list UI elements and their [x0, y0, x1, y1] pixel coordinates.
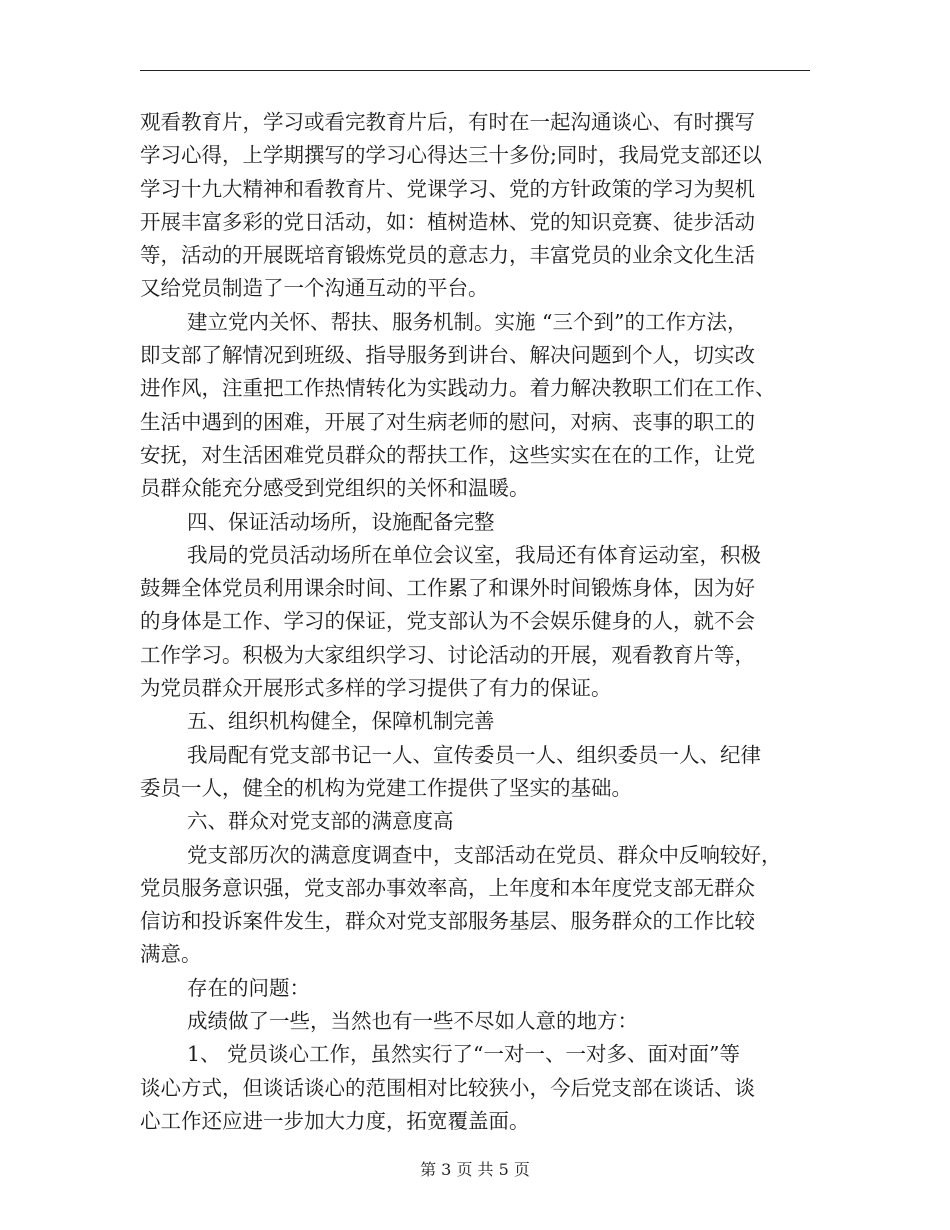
text-line: 1、 党员谈心工作，虽然实行了“一对一、一对多、面对面”等: [187, 1042, 741, 1067]
text-line: 六、群众对党支部的满意度高: [187, 809, 454, 834]
text-line: 鼓舞全体党员利用课余时间、工作累了和课外时间锻炼身体，因为好: [140, 576, 755, 601]
text-line: 存在的问题：: [187, 975, 310, 1000]
text-line: 满意。: [140, 942, 202, 967]
text-line: 学习心得，上学期撰写的学习心得达三十多份;同时，我局党支部还以: [140, 143, 762, 168]
header-rule: [140, 70, 810, 71]
text-line: 心工作还应进一步加大力度，拓宽覆盖面。: [140, 1108, 530, 1133]
text-line: 生活中遇到的困难，开展了对生病老师的慰问，对病、丧事的职工的: [140, 409, 755, 434]
text-line: 党支部历次的满意度调查中，支部活动在党员、群众中反响较好，: [187, 842, 782, 867]
text-line: 为党员群众开展形式多样的学习提供了有力的保证。: [140, 676, 612, 701]
text-line: 我局配有党支部书记一人、宣传委员一人、组织委员一人、纪律: [187, 742, 761, 767]
text-line: 即支部了解情况到班级、指导服务到讲台、解决问题到个人，切实改: [140, 343, 755, 368]
text-line: 等，活动的开展既培育锻炼党员的意志力，丰富党员的业余文化生活: [140, 243, 755, 268]
text-line: 安抚，对生活困难党员群众的帮扶工作，这些实实在在的工作，让党: [140, 442, 755, 467]
text-line: 开展丰富多彩的党日活动，如：植树造林、党的知识竞赛、徒步活动: [140, 209, 755, 234]
text-line: 成绩做了一些，当然也有一些不尽如人意的地方：: [187, 1009, 638, 1034]
text-line: 学习十九大精神和看教育片、党课学习、党的方针政策的学习为契机: [140, 176, 755, 201]
text-line: 四、保证活动场所，设施配备完整: [187, 509, 495, 534]
text-line: 员群众能充分感受到党组织的关怀和温暖。: [140, 476, 530, 501]
text-line: 观看教育片，学习或看完教育片后，有时在一起沟通谈心、有时撰写: [140, 110, 755, 134]
text-line: 又给党员制造了一个沟通互动的平台。: [140, 276, 489, 301]
text-line: 谈心方式，但谈话谈心的范围相对比较狭小，今后党支部在谈话、谈: [140, 1075, 755, 1100]
document-body: [140, 106, 810, 1138]
text-line: 党员服务意识强，党支部办事效率高，上年度和本年度党支部无群众: [140, 875, 755, 900]
text-line: 五、组织机构健全，保障机制完善: [187, 709, 495, 734]
text-line: 的身体是工作、学习的保证，党支部认为不会娱乐健身的人，就不会: [140, 609, 755, 634]
text-line: 信访和投诉案件发生，群众对党支部服务基层、服务群众的工作比较: [140, 909, 755, 934]
text-line: 工作学习。积极为大家组织学习、讨论活动的开展，观看教育片等，: [140, 642, 755, 667]
text-line: 委员一人，健全的机构为党建工作提供了坚实的基础。: [140, 775, 632, 800]
text-line: 进作风，注重把工作热情转化为实践动力。着力解决教职工们在工作、: [140, 376, 776, 401]
text-line: 我局的党员活动场所在单位会议室，我局还有体育运动室，积极: [187, 542, 761, 567]
page-footer: 第 3 页 共 5 页: [420, 1160, 530, 1179]
text-line: 建立党内关怀、帮扶、服务机制。实施 “三个到”的工作方法，: [187, 309, 748, 334]
